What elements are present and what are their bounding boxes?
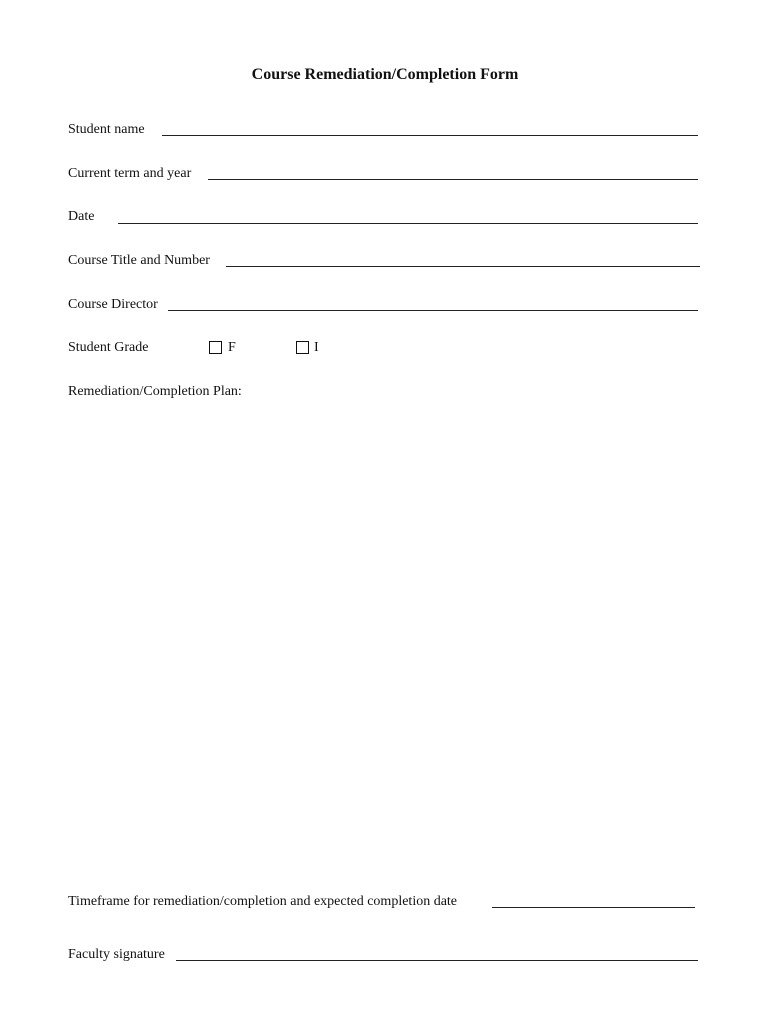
current-term-label: Current term and year	[68, 166, 192, 181]
grade-i-label: I	[314, 340, 319, 355]
faculty-signature-label: Faculty signature	[68, 947, 165, 962]
faculty-signature-field[interactable]	[176, 960, 698, 961]
course-title-field[interactable]	[226, 266, 700, 267]
current-term-field[interactable]	[208, 179, 698, 180]
course-title-label: Course Title and Number	[68, 253, 210, 268]
course-director-field[interactable]	[168, 310, 698, 311]
course-director-label: Course Director	[68, 297, 158, 312]
form-title: Course Remediation/Completion Form	[251, 66, 519, 83]
timeframe-field[interactable]	[492, 907, 695, 908]
grade-f-checkbox[interactable]	[209, 341, 222, 354]
student-name-field[interactable]	[162, 135, 698, 136]
student-grade-label: Student Grade	[68, 340, 149, 355]
plan-label: Remediation/Completion Plan:	[68, 384, 242, 399]
date-field[interactable]	[118, 223, 698, 224]
date-label: Date	[68, 209, 95, 224]
grade-f-label: F	[228, 340, 236, 355]
timeframe-label: Timeframe for remediation/completion and expected completion date	[68, 894, 458, 909]
student-name-label: Student name	[68, 122, 145, 137]
plan-text-area[interactable]	[68, 408, 698, 878]
grade-i-checkbox[interactable]	[296, 341, 309, 354]
